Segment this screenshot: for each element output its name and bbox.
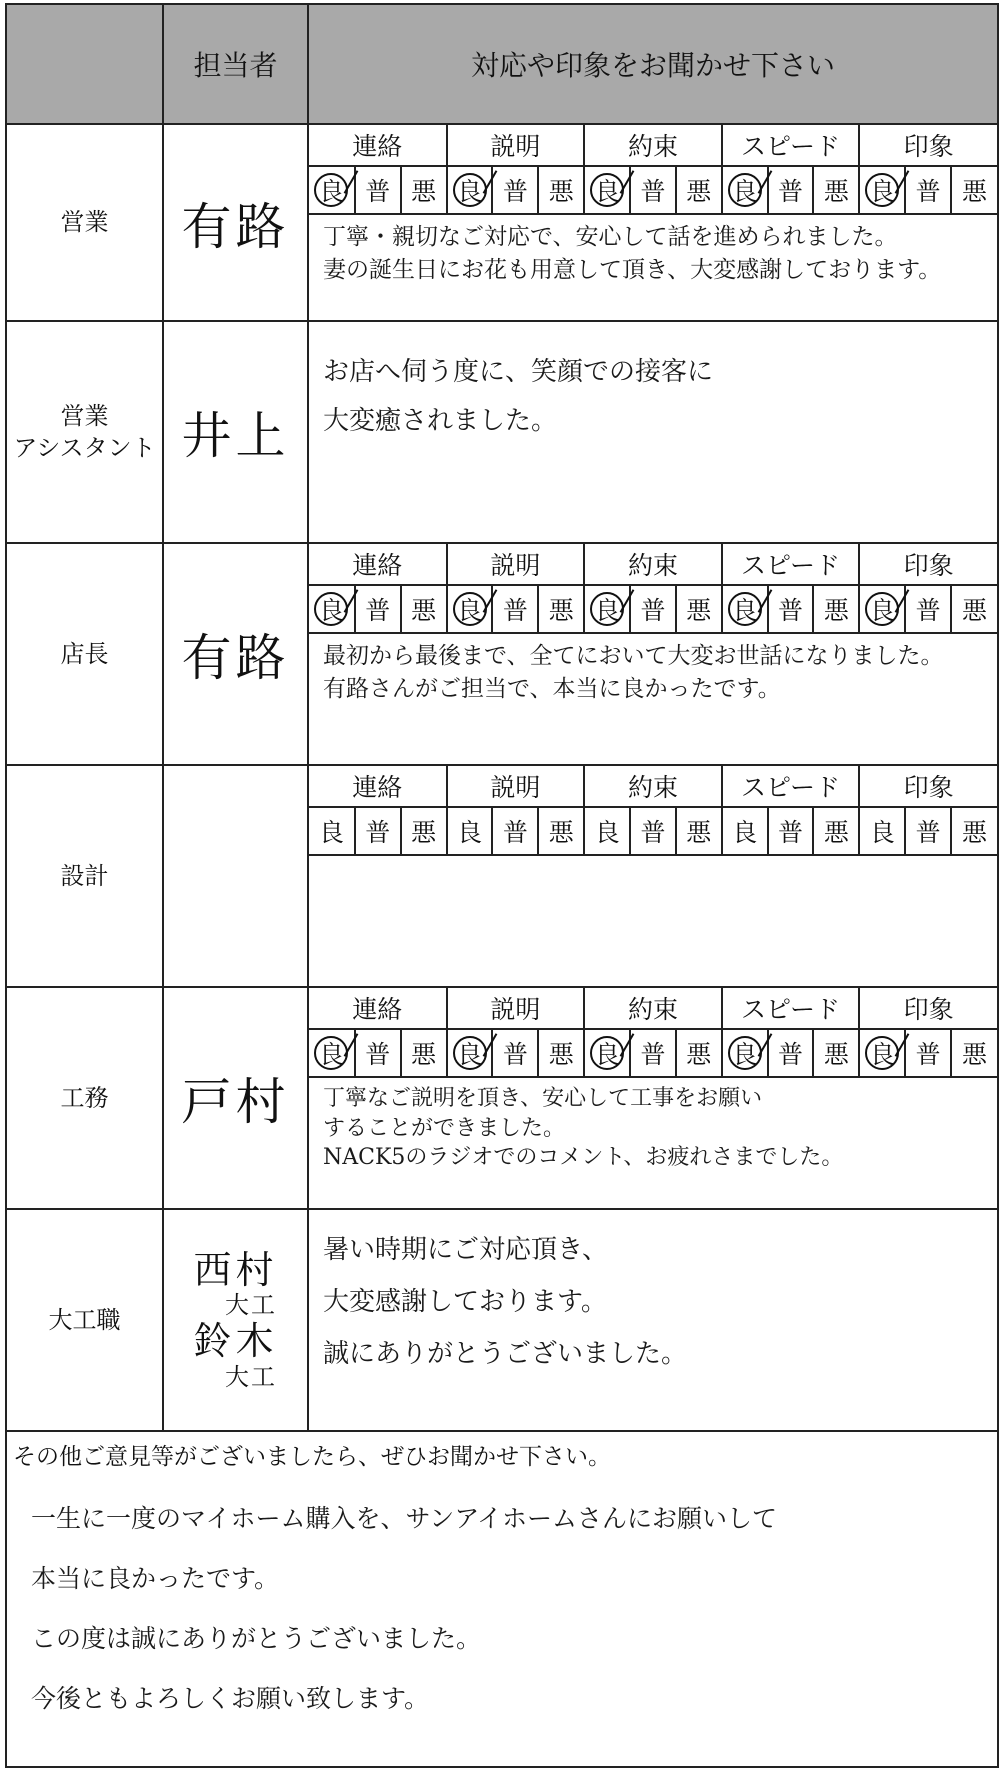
rating-option[interactable] xyxy=(813,1029,859,1077)
rating-option-label: 悪 xyxy=(411,596,437,625)
rating-category: 連絡 xyxy=(309,125,447,166)
rating-option-label: 良 xyxy=(869,596,895,625)
carpenter-name-1: 西村 xyxy=(193,1247,278,1292)
rating-option-label: 悪 xyxy=(823,1040,849,1069)
rating-option[interactable] xyxy=(951,166,997,214)
rating-option[interactable] xyxy=(538,807,584,855)
rating-option[interactable] xyxy=(584,807,630,855)
rating-option[interactable] xyxy=(905,585,951,633)
rating-option-label: 悪 xyxy=(411,818,437,847)
rating-category: スピード xyxy=(722,125,860,166)
rating-option-label: 良 xyxy=(594,818,620,847)
rating-option-label: 普 xyxy=(640,1040,666,1069)
rating-category: 連絡 xyxy=(309,544,447,585)
rating-option-label: 普 xyxy=(915,1040,941,1069)
rating-option[interactable] xyxy=(538,166,584,214)
other-comment xyxy=(7,1471,997,1747)
rating-option[interactable] xyxy=(722,585,768,633)
rating-option[interactable] xyxy=(676,166,722,214)
selected-circle-mark xyxy=(865,173,899,207)
other-prompt: その他ご意見等がございましたら、ぜひお聞かせ下さい。 xyxy=(13,1444,611,1470)
rating-option[interactable] xyxy=(538,585,584,633)
rating-option-label: 悪 xyxy=(962,596,988,625)
rating-option-label: 良 xyxy=(869,818,895,847)
rating-option-label: 普 xyxy=(778,177,804,206)
rating-option-label: 良 xyxy=(318,818,344,847)
rating-option[interactable] xyxy=(813,585,859,633)
rating-option[interactable] xyxy=(951,807,997,855)
rating-option-label: 普 xyxy=(502,177,528,206)
rating-option[interactable] xyxy=(630,807,676,855)
rating-option[interactable] xyxy=(722,166,768,214)
rating-option[interactable] xyxy=(401,807,447,855)
comment-line: この度は誠にありがとうございました。 xyxy=(31,1624,482,1653)
rating-option-label: 悪 xyxy=(962,1040,988,1069)
rating-option[interactable] xyxy=(722,807,768,855)
other-feedback xyxy=(6,1431,998,1767)
rating-option-label: 悪 xyxy=(823,596,849,625)
rating-option[interactable] xyxy=(768,166,814,214)
rating-grid-design xyxy=(309,766,997,856)
rating-option-label: 悪 xyxy=(823,818,849,847)
carpenter-title-1: 大工 xyxy=(225,1291,277,1320)
rating-option-label: 良 xyxy=(318,596,344,625)
rating-option[interactable] xyxy=(905,807,951,855)
person-construction: 戸村 xyxy=(163,987,308,1209)
comment-manager xyxy=(309,634,997,713)
rating-option[interactable] xyxy=(813,166,859,214)
rating-option[interactable] xyxy=(355,1029,401,1077)
rating-category: 印象 xyxy=(859,544,997,585)
rating-option[interactable] xyxy=(584,585,630,633)
rating-option-label: 良 xyxy=(732,596,758,625)
survey-table xyxy=(5,3,999,1768)
rating-category: スピード xyxy=(722,766,860,807)
rating-option-label: 悪 xyxy=(686,596,712,625)
rating-category: 印象 xyxy=(859,988,997,1029)
rating-option-label: 良 xyxy=(732,177,758,206)
rating-option[interactable] xyxy=(492,807,538,855)
dept-assistant xyxy=(6,321,163,543)
rating-option[interactable] xyxy=(676,585,722,633)
selected-circle-mark xyxy=(590,173,624,207)
rating-option[interactable] xyxy=(447,1029,493,1077)
selected-circle-mark xyxy=(865,1036,899,1070)
rating-option[interactable] xyxy=(309,166,355,214)
rating-option-label: 普 xyxy=(915,596,941,625)
rating-category: 連絡 xyxy=(309,766,447,807)
rating-option-label: 普 xyxy=(365,818,391,847)
rating-option[interactable] xyxy=(492,1029,538,1077)
rating-option[interactable] xyxy=(905,166,951,214)
rating-option-label: 普 xyxy=(502,818,528,847)
comment-carpenter xyxy=(309,1210,997,1386)
rating-option-label: 普 xyxy=(640,177,666,206)
rating-option-label: 良 xyxy=(457,818,483,847)
rating-option[interactable] xyxy=(447,585,493,633)
rating-option-label: 良 xyxy=(318,1040,344,1069)
rating-option[interactable] xyxy=(309,1029,355,1077)
comment-line: することができました。 xyxy=(323,1115,566,1141)
rating-option-label: 良 xyxy=(594,177,620,206)
person-carpenter xyxy=(163,1209,308,1431)
rating-option[interactable] xyxy=(492,585,538,633)
rating-category: 説明 xyxy=(447,544,585,585)
rating-option[interactable] xyxy=(859,166,905,214)
rating-option-label: 悪 xyxy=(548,818,574,847)
comment-construction xyxy=(309,1078,997,1179)
comment-sales xyxy=(309,215,997,294)
rating-option[interactable] xyxy=(676,807,722,855)
rating-option[interactable] xyxy=(630,1029,676,1077)
rating-option-label: 普 xyxy=(640,596,666,625)
header-person: 担当者 xyxy=(163,4,308,124)
rating-option[interactable] xyxy=(447,807,493,855)
selected-circle-mark xyxy=(453,173,487,207)
dept-design: 設計 xyxy=(6,765,163,987)
comment-line: 丁寧・親切なご対応で、安心して話を進められました。 xyxy=(323,224,898,250)
rating-grid-construction xyxy=(309,988,997,1078)
dept-sales: 営業 xyxy=(6,124,163,321)
rating-option[interactable] xyxy=(401,1029,447,1077)
feedback-construction xyxy=(308,987,998,1209)
rating-option[interactable] xyxy=(630,585,676,633)
rating-grid-sales xyxy=(309,125,997,215)
rating-option[interactable] xyxy=(401,166,447,214)
rating-option-label: 悪 xyxy=(686,1040,712,1069)
selected-circle-mark xyxy=(453,592,487,626)
carpenter-name-2: 鈴木 xyxy=(193,1319,278,1363)
rating-category: 連絡 xyxy=(309,988,447,1029)
rating-option-label: 普 xyxy=(502,1040,528,1069)
comment-line: 本当に良かったです。 xyxy=(31,1564,280,1593)
person-sales: 有路 xyxy=(163,124,308,321)
rating-option-label: 悪 xyxy=(548,596,574,625)
rating-option[interactable] xyxy=(584,166,630,214)
feedback-carpenter xyxy=(308,1209,998,1431)
rating-option[interactable] xyxy=(859,807,905,855)
rating-option-label: 悪 xyxy=(686,818,712,847)
rating-category: 説明 xyxy=(447,766,585,807)
comment-line: 大変癒されました。 xyxy=(323,406,558,437)
rating-option-label: 普 xyxy=(502,596,528,625)
rating-option[interactable] xyxy=(768,1029,814,1077)
dept-manager: 店長 xyxy=(6,543,163,765)
comment-line: お店へ伺う度に、笑顔での接客に xyxy=(323,357,714,387)
comment-line: 誠にありがとうございました。 xyxy=(323,1339,688,1369)
rating-option[interactable] xyxy=(676,1029,722,1077)
rating-option[interactable] xyxy=(768,585,814,633)
person-assistant: 井上 xyxy=(163,321,308,543)
header-feedback: 対応や印象をお聞かせ下さい xyxy=(308,4,998,124)
comment-line: NACK5のラジオでのコメント、お疲れさまでした。 xyxy=(323,1145,844,1171)
rating-option[interactable] xyxy=(309,585,355,633)
rating-option-label: 良 xyxy=(457,596,483,625)
rating-option[interactable] xyxy=(905,1029,951,1077)
rating-option-label: 普 xyxy=(640,818,666,847)
feedback-design xyxy=(308,765,998,987)
rating-option-label: 普 xyxy=(365,1040,391,1069)
selected-circle-mark xyxy=(865,592,899,626)
rating-option-label: 良 xyxy=(457,1040,483,1069)
rating-option-label: 良 xyxy=(594,1040,620,1069)
selected-circle-mark xyxy=(728,173,762,207)
feedback-assistant xyxy=(308,321,998,543)
rating-option[interactable] xyxy=(951,585,997,633)
person-design xyxy=(163,765,308,987)
rating-option-label: 普 xyxy=(778,1040,804,1069)
rating-option[interactable] xyxy=(584,1029,630,1077)
rating-option-label: 良 xyxy=(732,1040,758,1069)
rating-option-label: 普 xyxy=(915,818,941,847)
rating-option-label: 悪 xyxy=(548,1040,574,1069)
rating-category: 印象 xyxy=(859,766,997,807)
comment-line: 妻の誕生日にお花も用意して頂き、大変感謝しております。 xyxy=(323,257,942,284)
rating-category: 約束 xyxy=(584,544,722,585)
comment-line: 有路さんがご担当で、本当に良かったです。 xyxy=(323,676,781,703)
rating-option-label: 良 xyxy=(318,177,344,206)
rating-option-label: 悪 xyxy=(962,177,988,206)
rating-option[interactable] xyxy=(309,807,355,855)
carpenter-title-2: 大工 xyxy=(225,1362,277,1391)
rating-option-label: 普 xyxy=(365,177,391,206)
selected-circle-mark xyxy=(728,592,762,626)
dept-assistant-line1: 営業 xyxy=(60,401,109,430)
rating-option[interactable] xyxy=(768,807,814,855)
rating-option[interactable] xyxy=(859,1029,905,1077)
rating-option-label: 良 xyxy=(594,596,620,625)
rating-option[interactable] xyxy=(813,807,859,855)
rating-option-label: 普 xyxy=(778,596,804,625)
rating-option-label: 悪 xyxy=(686,177,712,206)
rating-option-label: 良 xyxy=(869,177,895,206)
comment-assistant xyxy=(309,322,997,453)
selected-circle-mark xyxy=(590,1036,624,1070)
selected-circle-mark xyxy=(590,592,624,626)
rating-category: 説明 xyxy=(447,988,585,1029)
selected-circle-mark xyxy=(453,1036,487,1070)
rating-option[interactable] xyxy=(401,585,447,633)
selected-circle-mark xyxy=(728,1036,762,1070)
comment-line: 最初から最後まで、全てにおいて大変お世話になりました。 xyxy=(323,643,944,669)
rating-option[interactable] xyxy=(630,166,676,214)
comment-line: 丁寧なご説明を頂き、安心して工事をお願い xyxy=(323,1086,763,1111)
comment-line: 今後ともよろしくお願い致します。 xyxy=(31,1684,430,1713)
feedback-sales xyxy=(308,124,998,321)
rating-option-label: 普 xyxy=(915,177,941,206)
rating-option[interactable] xyxy=(447,166,493,214)
rating-option-label: 良 xyxy=(457,177,483,206)
comment-line: 大変感謝しております。 xyxy=(323,1287,607,1317)
rating-category: 約束 xyxy=(584,766,722,807)
dept-carpenter: 大工職 xyxy=(6,1209,163,1431)
rating-category: 約束 xyxy=(584,988,722,1029)
rating-option-label: 悪 xyxy=(548,177,574,206)
rating-option[interactable] xyxy=(355,166,401,214)
person-manager: 有路 xyxy=(163,543,308,765)
rating-option-label: 普 xyxy=(778,818,804,847)
rating-option-label: 普 xyxy=(365,596,391,625)
comment-line: 暑い時期にご対応頂き、 xyxy=(323,1235,608,1265)
survey-sheet xyxy=(5,3,997,1771)
rating-option[interactable] xyxy=(722,1029,768,1077)
rating-option-label: 良 xyxy=(869,1040,895,1069)
dept-construction: 工務 xyxy=(6,987,163,1209)
rating-category: スピード xyxy=(722,988,860,1029)
rating-option-label: 悪 xyxy=(411,1040,437,1069)
header-blank xyxy=(6,4,163,124)
rating-option[interactable] xyxy=(355,807,401,855)
feedback-manager xyxy=(308,543,998,765)
rating-option[interactable] xyxy=(355,585,401,633)
rating-option-label: 良 xyxy=(732,818,758,847)
rating-option[interactable] xyxy=(492,166,538,214)
rating-option[interactable] xyxy=(859,585,905,633)
rating-grid-manager xyxy=(309,544,997,634)
rating-option-label: 悪 xyxy=(962,818,988,847)
comment-line: 一生に一度のマイホーム購入を、サンアイホームさんにお願いして xyxy=(31,1504,778,1533)
rating-category: 約束 xyxy=(584,125,722,166)
rating-option-label: 悪 xyxy=(823,177,849,206)
rating-category: 印象 xyxy=(859,125,997,166)
rating-option-label: 悪 xyxy=(411,177,437,206)
rating-option[interactable] xyxy=(538,1029,584,1077)
dept-assistant-line2: アシスタント xyxy=(13,434,156,462)
rating-option[interactable] xyxy=(951,1029,997,1077)
rating-category: 説明 xyxy=(447,125,585,166)
rating-category: スピード xyxy=(722,544,860,585)
